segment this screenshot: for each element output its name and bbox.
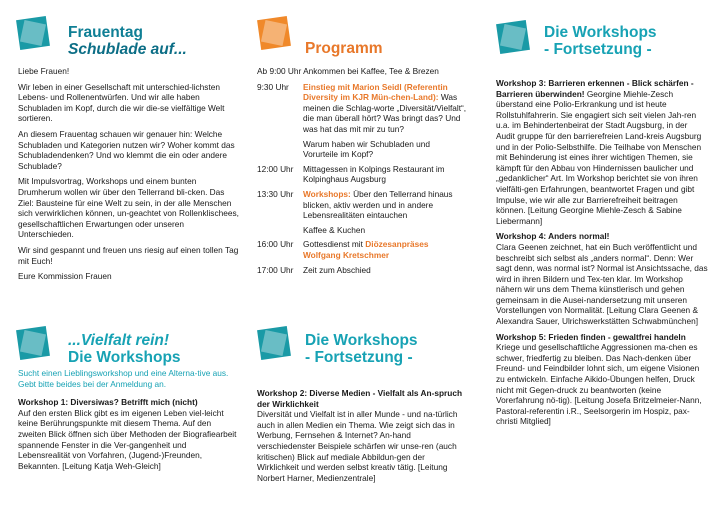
program-intro: Ab 9:00 Uhr Ankommen bei Kaffee, Tee & Brezen <box>257 66 439 76</box>
title-line-1: Die Workshops <box>544 24 657 41</box>
square-logo-icon <box>259 18 291 50</box>
panel-programm <box>257 14 467 279</box>
program-time: 9:30 Uhr <box>257 81 289 92</box>
program-time: 17:00 Uhr <box>257 264 294 275</box>
paragraph-4: Wir sind gespannt und freuen uns riesig auf einen tollen Tag mit Euch! <box>18 244 239 266</box>
program-row <box>257 265 467 276</box>
program-row <box>257 189 467 221</box>
workshop-title: Workshop 4: Anders normal! <box>496 231 610 242</box>
panel-header <box>18 322 240 366</box>
page-title <box>544 24 657 58</box>
page-title <box>68 24 187 58</box>
program-text: Zeit zum Abschied <box>303 264 371 275</box>
workshop-3 <box>496 78 708 226</box>
page-title <box>305 332 418 366</box>
workshops-label: Workshops: <box>303 188 351 199</box>
workshop-4 <box>496 231 708 326</box>
workshop-title: Workshop 1: Diversiwas? Betrifft mich (nicht) <box>18 397 198 408</box>
workshop-5 <box>496 332 708 427</box>
title-line-1: Die Workshops <box>305 332 418 349</box>
workshops-intro: Sucht einen Lieblingsworkshop und eine Alterna-tive aus. Gebt bitte beides bei der Anmeldung an. <box>18 368 229 389</box>
panel-header <box>18 14 240 58</box>
paragraph-3: Mit Impulsvortrag, Workshops und einem bunten Drumherum wollen wir über den Tellerrand bli-cken. Das Ziel: Bausteine für eine Welt zu sein, in der alle Menschen sich verwirklichen können, un-geachtet von Rollenklischees, gesellschaftlichen Erwartungen oder unseren Unterschieden. <box>18 176 239 240</box>
program-text: Warum haben wir Schubladen und Vorurteile im Kopf? <box>303 138 430 160</box>
program-text: Gottesdienst mit <box>303 239 366 250</box>
panel-header <box>496 14 708 58</box>
page-title: Programm <box>305 40 383 57</box>
workshop-title: Workshop 2: Diverse Medien - Vielfalt als An-spruch der Wirklichkeit <box>257 388 463 409</box>
workshop-title: Workshop 5: Frieden finden - gewaltfrei handeln <box>496 331 686 342</box>
program-text: Mittagessen in Kolpings Restaurant im Kolpinghaus Augsburg <box>303 163 445 185</box>
square-logo-icon <box>498 22 530 54</box>
title-line-1: ...Vielfalt rein! <box>68 332 170 349</box>
signature: Eure Kommission Frauen <box>18 271 112 282</box>
panel-workshops-continued-right <box>496 14 708 432</box>
program-time: 16:00 Uhr <box>257 239 294 250</box>
square-logo-icon <box>259 328 291 360</box>
greeting: Liebe Frauen! <box>18 66 70 76</box>
page-title <box>68 332 181 366</box>
program-row <box>257 139 467 160</box>
workshop-2 <box>257 388 467 483</box>
workshop-text: Clara Geenen zeichnet, hat ein Buch veröffentlicht und beschreibt sich selbst als „anders normal“. Denn: Wer sagt denn, was normal ist? Normal ist Ansichtssache, das wird in ihren Bildern und Tex-ten klar. Im Workshop nähern wir uns dem Thema künstlerisch und gehen gemeinsam in die Ausei-nandersetzung mit unseren Vorstellungen von Normalität. [Leitung Clara Geenen & Alexandra Sauer, Ulrichswerkstätten Schwabmünchen] <box>496 241 708 327</box>
program-row <box>257 82 467 135</box>
program-row <box>257 164 467 185</box>
program-time: 13:30 Uhr <box>257 188 294 199</box>
paragraph-2: An diesem Frauentag schauen wir genauer hin: Welche Schubladen und Kategorien nutzen wir? Woher kommt das Schubladendenken? Und wo klemmt die ein oder andere Schublade? <box>18 128 235 171</box>
program-text: Was meinen die Schlag-worte „Diversität/Vielfalt“, die man überall hört? Was bringt das? Und was hat das mit mir zu tun? <box>303 92 467 134</box>
panel-frauentag <box>18 14 240 287</box>
workshop-text: Kriege und gesellschaftliche Aggressionen ma-chen es schwer, friedfertig zu bleiben. Das Nach-denken über Freund- und Feindbilder lohnt sich, um eigene Visionen zu entwickeln. Einfache Aikido-Übungen helfen, Druck nicht mit Gegen-druck zu beantworten (keine Vorerfahrung nö-tig). [Leitung Josefa Britzelmeier-Nann, Pastoral-referentin i.R., Seelsorgerin im Hospiz, pax-christi Mitglied] <box>496 342 702 427</box>
program-time: 12:00 Uhr <box>257 163 294 174</box>
title-line-2: - Fortsetzung - <box>305 349 413 366</box>
program-text: Über den Tellerrand hinaus blicken, aktiv werden und in andere Lebensrealitäten eintauchen <box>303 188 453 221</box>
program-row <box>257 225 467 236</box>
title-line-1: Frauentag <box>68 24 143 41</box>
speaker-name: Einstieg mit Marion Seidl (Referentin Diversity im KJR Mün-chen-Land): <box>303 81 448 103</box>
speaker-name: Diözesanpräses Wolfgang Kretschmer <box>303 239 429 260</box>
panel-workshops-continued-middle <box>257 322 467 488</box>
workshop-text: Georgine Miehle-Zesch überstand eine Polio-Erkrankung und ist heute Rollstuhlfahrerin. Sie engagiert sich seit vielen Jah-ren u.a. im Behindertenbeirat der Stadt Augsburg, in der Audit gruppe für den barrierefreien Land-kreis Augsburg und in der Polio-Selbsthilfe. Die Teilhabe von Menschen mit Behinderung ist eines ihrer wichtigen Themen, sie kämpft für den Abbau von Hindernissen baulicher und „gedanklicher“ Art. Im Workshop berichtet sie von ihren vielfälti-gen Erfahrungen, beantwortet Fragen und gibt Impulse, wie wir alle zur Barrierefreiheit beitragen können. [Leitung Georgine Miehle-Zesch & Sabine Liebermann] <box>496 88 702 226</box>
title-line-2: - Fortsetzung - <box>544 41 652 58</box>
title-line-2: Schublade auf... <box>68 41 187 58</box>
panel-header <box>257 322 467 366</box>
square-logo-icon <box>18 328 50 360</box>
square-logo-icon <box>18 18 50 50</box>
program-row <box>257 239 467 260</box>
workshop-title: Workshop 3: Barrieren erkennen - Blick schärfen - Barrieren überwinden! <box>496 78 694 99</box>
program-text: Kaffee & Kuchen <box>303 224 366 235</box>
title-line-2: Die Workshops <box>68 349 181 366</box>
workshop-1 <box>18 397 240 471</box>
workshop-text: Diversität und Vielfalt ist in aller Munde - und na-türlich auch in allen Medien ein Thema. Wie zeigt sich das in Werbung, Fernsehen & Internet? An-hand verschiedenster Beispiele schärfen wir unse-ren (auch kritischen) Blick auf mediale Abbildun-gen der Wirklichkeit und werden selbst kreativ tätig. [Leitung Norbert Harner, Medienzentrale] <box>257 409 458 483</box>
panel-header <box>257 14 467 58</box>
panel-vielfalt-rein <box>18 322 240 476</box>
paragraph-1: Wir leben in einer Gesellschaft mit unterschied-lichsten Lebens- und Rollenentwürfen. Und wir alle haben Schubladen im Kopf, durch die wir die-se vielfältige Welt sortieren. <box>18 81 225 124</box>
workshop-text: Auf den ersten Blick gibt es im eigenen Leben viel-leicht keine Berührungspunkte mit diesem Thema. Auf den zweiten Blick öffnen sich über Methoden der Biografiearbeit spannende Fenster in die Ver-gangenheit und Lebensrealität von Vorfahren, (Jugend-)Freunden, Bekannten. [Leitung Katja Weh-Gleich] <box>18 407 237 471</box>
